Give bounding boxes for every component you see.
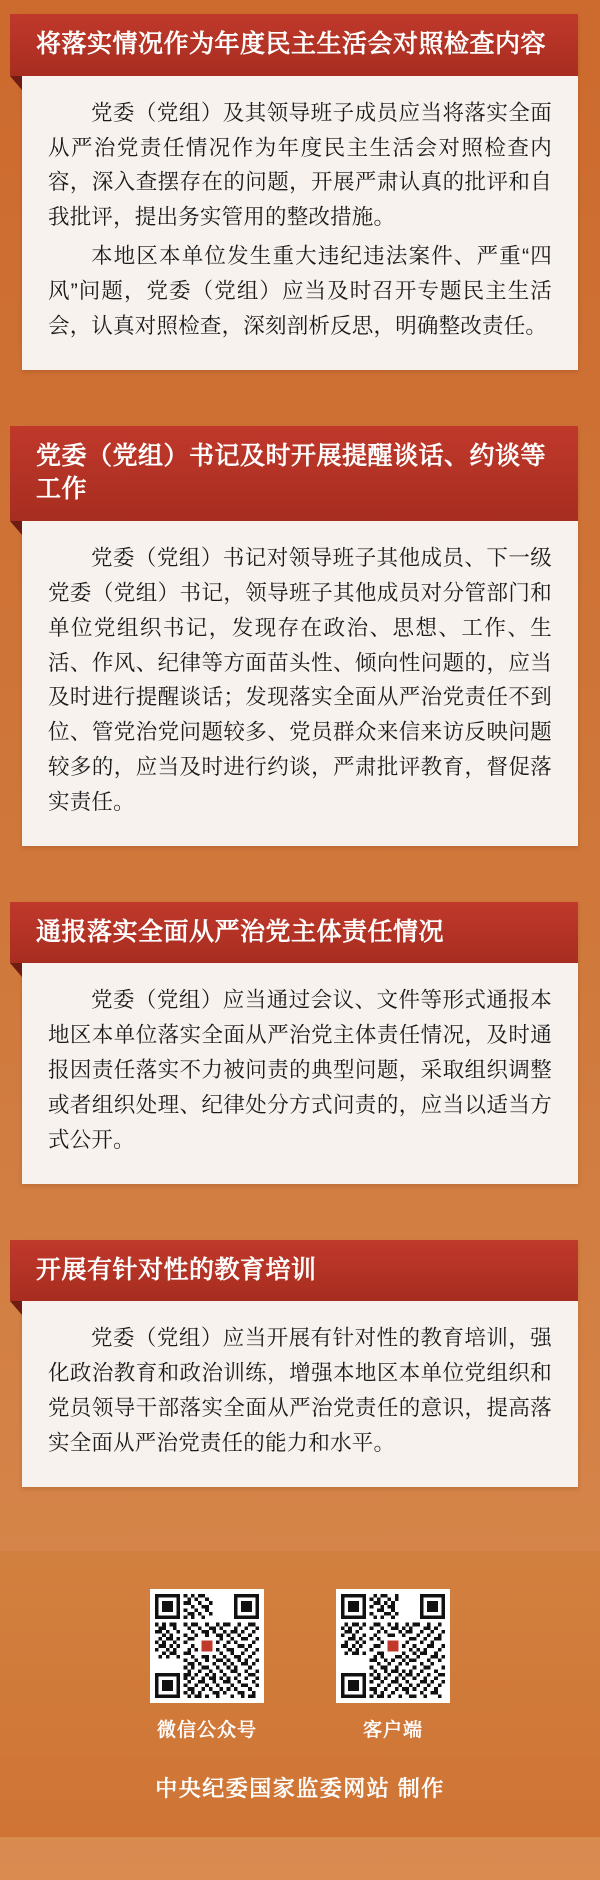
section-paragraph: 党委（党组）应当开展有针对性的教育培训，强化政治教育和政治训练，增强本地区本单位党组织和党员领导干部落实全面从严治党责任的意识，提高落实全面从严治党责任的能力和水平。 [48, 1326, 552, 1455]
footer-credit: 中央纪委国家监委网站 制作 [155, 1775, 445, 1801]
content-card [22, 1240, 578, 1487]
section-heading-ribbon [10, 14, 578, 76]
qr-code-caption: 客户端 [362, 1719, 423, 1741]
section-paragraph: 党委（党组）应当通过会议、文件等形式通报本地区本单位落实全面从严治党主体责任情况，及时通报因责任落实不力被问责的典型问题，采取组织调整或者组织处理、纪律处分方式问责的，应当以适当方式公开。 [48, 988, 552, 1152]
section-heading-text: 开展有针对性的教育培训 [36, 1255, 317, 1284]
section-heading-ribbon [10, 1240, 578, 1302]
qr-code-block [328, 1589, 458, 1742]
section-paragraph: 本地区本单位发生重大违纪违法案件、严重“四风”问题，党委（党组）应当及时召开专题民主生活会，认真对照检查，深刻剖析反思，明确整改责任。 [48, 244, 552, 338]
content-card [22, 14, 578, 370]
section-body [22, 521, 578, 846]
qr-code-graphic [155, 1594, 259, 1698]
section-heading-text: 党委（党组）书记及时开展提醒谈话、约谈等工作 [36, 441, 547, 504]
qr-code-caption: 微信公众号 [156, 1719, 257, 1741]
qr-code-icon[interactable] [150, 1589, 264, 1703]
poster-footer [0, 1551, 600, 1837]
section-paragraph: 党委（党组）书记对领导班子其他成员、下一级党委（党组）书记，领导班子其他成员对分管部门和单位党组织书记，发现存在政治、思想、工作、生活、作风、纪律等方面苗头性、倾向性问题的，应当及时进行提醒谈话；发现落实全面从严治党责任不到位、管党治党问题较多、党员群众来信来访反映问题较多的，应当及时进行约谈，严肃批评教育，督促落实责任。 [48, 546, 552, 814]
section-paragraph: 党委（党组）及其领导班子成员应当将落实全面从严治党责任情况作为年度民主生活会对照检查内容，深入查摆存在的问题，开展严肃认真的批评和自我批评，提出务实管用的整改措施。 [48, 100, 552, 230]
content-card [22, 426, 578, 846]
section-body [22, 1301, 578, 1486]
section-body [22, 76, 578, 370]
section-heading-ribbon [10, 426, 578, 522]
section-heading-text: 通报落实全面从严治党主体责任情况 [36, 917, 445, 946]
section-list [0, 14, 600, 1487]
qr-code-icon[interactable] [336, 1589, 450, 1703]
section-body [22, 963, 578, 1183]
content-card [22, 902, 578, 1184]
section-heading-ribbon [10, 902, 578, 964]
qr-code-row [0, 1589, 600, 1742]
qr-code-block [142, 1589, 272, 1742]
section-heading-text: 将落实情况作为年度民主生活会对照检查内容 [36, 30, 547, 58]
qr-code-graphic [341, 1594, 445, 1698]
